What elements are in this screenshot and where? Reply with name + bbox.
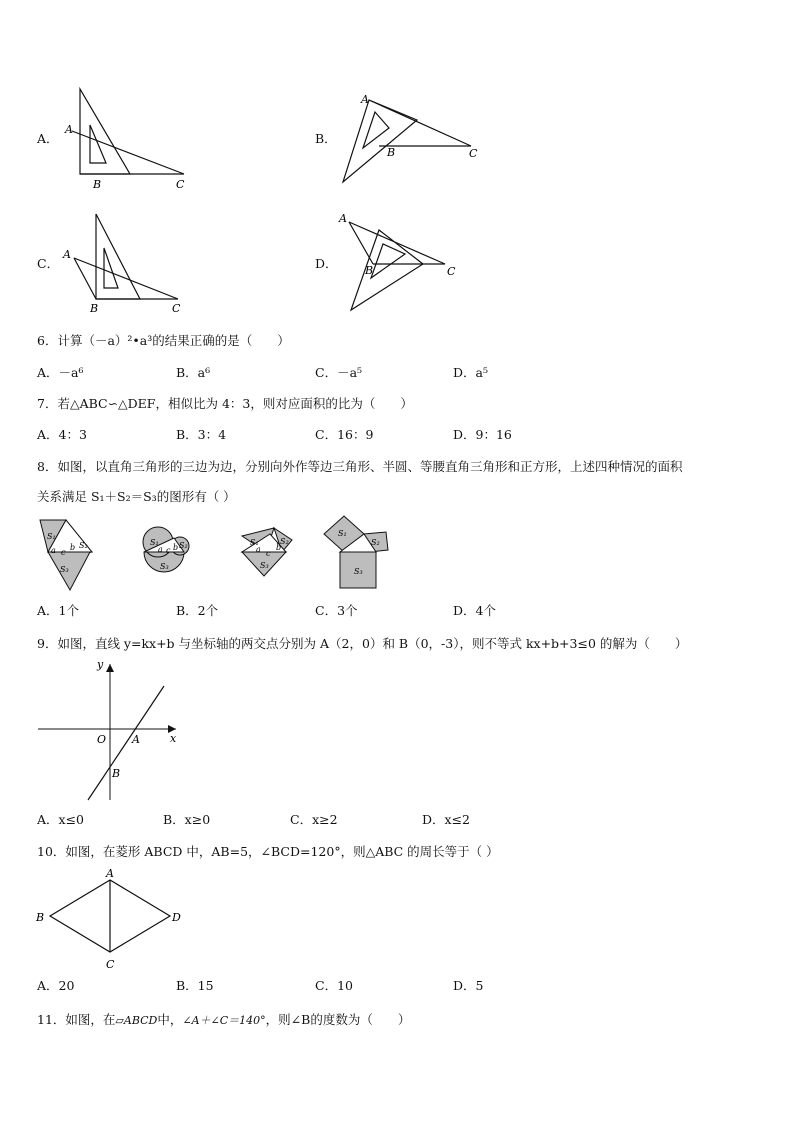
q5c-point-b: B [90,302,99,315]
q8-fig1-s1: S₁ [47,532,56,541]
q8-fig1-c: c [61,548,66,557]
q8-fig2-s1: S₁ [150,538,159,547]
q9-coordinate-graph [30,652,190,804]
q11-stem [37,1012,410,1029]
q5-option-d-label: D． [315,256,338,271]
q10-option-a[interactable]: A．20 [37,978,75,993]
q8-fig3-a: a [256,545,261,554]
q5d-point-b: B [365,264,374,277]
q8-fig4-s2: S₂ [371,538,380,547]
q5-option-a-label: A． [37,131,59,146]
q8-stem-line1: 8．如图，以直角三角形的三边为边，分别向外作等边三角形、半圆、等腰直角三角形和正方形，上述四种情况的面积 [37,459,683,474]
q5-figure-c [60,210,200,320]
q5d-point-c: C [447,265,456,278]
q8-fig3-s2: S₂ [280,537,289,546]
q8-fig3-s3: S₃ [260,561,269,570]
q7-option-d[interactable]: D．9：16 [453,427,512,442]
q8-option-d[interactable]: D．4个 [453,603,496,618]
q8-option-c[interactable]: C．3个 [315,603,358,618]
q9-point-b: B [112,767,121,780]
q5b-point-a: A [361,93,369,106]
q8-fig3-b: b [276,543,282,552]
q6-stem: 6．计算（－a）²•a³的结果正确的是（ ） [37,333,290,348]
q7-stem: 7．若△ABC∽△DEF，相似比为 4：3，则对应面积的比为（ ） [37,396,413,411]
q9-stem: 9．如图，直线 y=kx+b 与坐标轴的两交点分别为 A（2，0）和 B（0，-3），则不等式 kx+b+3≤0 的解为（ ） [37,636,688,651]
q8-fig2-b: b [173,543,179,552]
q5b-point-c: C [469,147,478,160]
q10-option-c[interactable]: C．10 [315,978,353,993]
q11-suffix: ，则∠B的度数为（ ） [265,1012,411,1027]
q8-fig3-s1: S₁ [250,538,259,547]
q11-parallelogram: ▱ABCD [115,1014,158,1027]
q7-option-b[interactable]: B．3：4 [176,427,227,442]
q10-rhombus-figure [30,864,200,974]
q5a-point-a: A [65,123,73,136]
q8-fig2-s3: S₃ [160,562,169,571]
q8-fig2-c: c [166,546,171,555]
q11-middle: 中， [157,1012,183,1027]
q5d-point-a: A [339,212,347,225]
q5a-point-b: B [93,178,102,191]
q5b-point-b: B [387,146,396,159]
q5c-point-c: C [172,302,181,315]
q8-fig1-a: a [51,546,56,555]
q9-option-a[interactable]: A．x≤0 [37,812,85,827]
q5-figure-b [335,90,485,190]
q10-stem: 10．如图，在菱形 ABCD 中，AB=5，∠BCD=120°，则△ABC 的周长等于（ ） [37,844,499,859]
q6-option-b[interactable]: B．a⁶ [176,365,211,380]
q10-option-d[interactable]: D．5 [453,978,484,993]
q8-fig4-s3: S₃ [354,567,363,576]
q8-fig1-b: b [70,543,76,552]
q10-vertex-a: A [106,867,114,880]
q10-vertex-d: D [172,911,181,924]
q5a-point-c: C [176,178,185,191]
q10-vertex-b: B [36,911,45,924]
q8-figure-equilateral [40,520,92,590]
q8-figure-square [324,516,388,588]
q5-figure-d [335,208,475,318]
q8-fig2-a: a [158,545,163,554]
q10-option-b[interactable]: B．15 [176,978,214,993]
q8-fig3-c: c [266,549,271,558]
q5c-point-a: A [63,248,71,261]
q9-option-d[interactable]: D．x≤2 [422,812,470,827]
q9-x-label: x [170,732,177,745]
q5-figure-a [60,85,200,195]
q8-option-a[interactable]: A．1个 [37,603,79,618]
q8-fig1-s3: S₃ [60,565,69,574]
q5-option-b-label: B． [315,131,337,146]
q6-option-c[interactable]: C．－a⁵ [315,365,363,380]
q8-option-b[interactable]: B．2个 [176,603,219,618]
q7-option-c[interactable]: C．16：9 [315,427,374,442]
q10-vertex-c: C [106,958,115,971]
q5-option-c-label: C． [37,256,60,271]
q9-y-label: y [97,658,104,671]
q8-stem-line2: 关系满足 S₁＋S₂＝S₃的图形有（ ） [37,489,236,504]
q9-origin-label: O [97,733,107,746]
q7-option-a[interactable]: A．4：3 [37,427,87,442]
q9-point-a: A [132,733,140,746]
q11-condition: ∠A＋∠C＝140° [182,1014,266,1027]
q9-option-b[interactable]: B．x≥0 [163,812,211,827]
q8-fig4-s1: S₁ [338,529,347,538]
q6-option-d[interactable]: D．a⁵ [453,365,488,380]
q9-option-c[interactable]: C．x≥2 [290,812,338,827]
q8-figures [30,512,410,594]
q6-option-a[interactable]: A．－a⁶ [37,365,84,380]
q8-fig2-s2: S₂ [179,541,188,550]
q11-prefix: 11．如图，在 [37,1012,116,1027]
q8-fig1-s2: S₂ [79,541,88,550]
